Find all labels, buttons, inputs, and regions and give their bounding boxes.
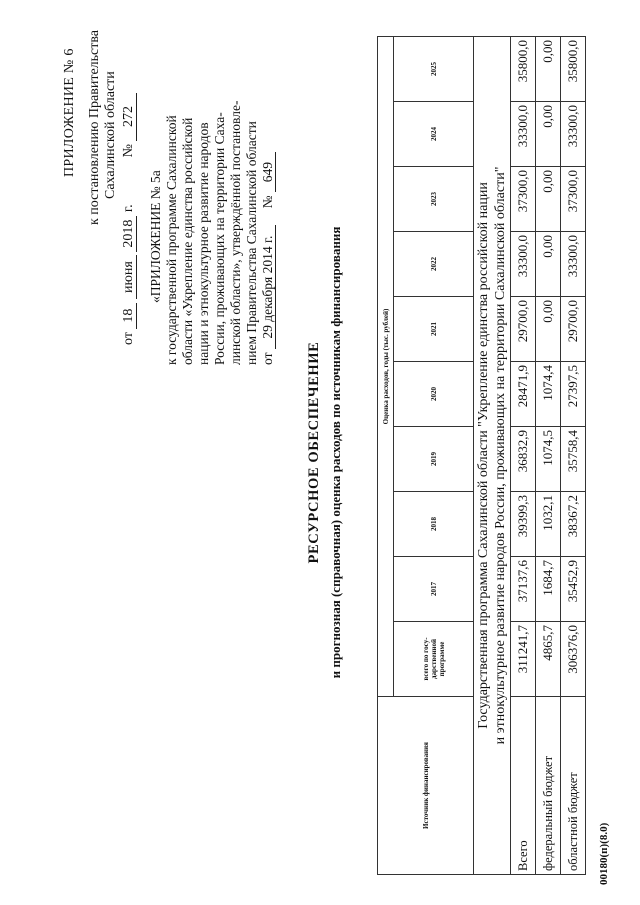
annex-5a-block — [148, 25, 276, 365]
header-year: 2024 — [394, 102, 474, 167]
header-source: Источник финансирования — [378, 697, 474, 875]
row-label: областной бюджет — [561, 697, 586, 875]
header-year: 2023 — [394, 167, 474, 232]
annex-subtitle: к постановлению Правительства — [87, 29, 102, 225]
table-cell: 35800,0 — [511, 36, 536, 101]
table-row — [536, 36, 561, 874]
table-cell: 37300,0 — [511, 167, 536, 232]
header-estimate: Оценка расходов, годы (тыс. рублей) — [378, 36, 394, 696]
resource-table — [377, 36, 586, 875]
program-title-line: и этнокультурное развитие народов России, проживающих на территории Сахалинской области" — [493, 166, 508, 745]
annex-title: ПРИЛОЖЕНИЕ № 6 — [62, 48, 77, 177]
table-row — [511, 36, 536, 874]
table-row — [561, 36, 586, 874]
annex-5a-line: нием Правительства Сахалинской области — [244, 121, 259, 365]
table-cell: 306376,0 — [561, 622, 586, 697]
header-year: 2022 — [394, 232, 474, 297]
annex-date-line — [121, 93, 137, 345]
table-cell: 35758,4 — [561, 427, 586, 492]
annex-month: июня — [122, 255, 137, 299]
table-cell: 311241,7 — [511, 622, 536, 697]
from-word: от — [121, 332, 136, 345]
table-cell: 0,00 — [536, 36, 561, 101]
annex-day: 18 — [122, 303, 137, 329]
table-cell: 27397,5 — [561, 362, 586, 427]
row-label: федеральный бюджет — [536, 697, 561, 875]
number-sign: № — [260, 195, 275, 209]
annex-number: 272 — [122, 93, 137, 141]
table-cell: 0,00 — [536, 167, 561, 232]
row-label: Всего — [511, 697, 536, 875]
header-total: всего по госу-дарственной программе — [394, 622, 474, 697]
annex-5a-line: к государственной программе Сахалинской — [164, 115, 179, 365]
header-year: 2020 — [394, 362, 474, 427]
table-cell: 1684,7 — [536, 557, 561, 622]
table-cell: 4865,7 — [536, 622, 561, 697]
header-year: 2018 — [394, 492, 474, 557]
program-title-row — [474, 36, 511, 874]
table-cell: 36832,9 — [511, 427, 536, 492]
year-suffix: г. — [121, 204, 136, 213]
annex-5a-line: нации и этнокультурное развитие народов — [196, 122, 211, 365]
header-year: 2017 — [394, 557, 474, 622]
header-year: 2021 — [394, 297, 474, 362]
page-title: РЕСУРСНОЕ ОБЕСПЕЧЕНИЕ — [306, 341, 322, 564]
number-sign: № — [121, 144, 136, 158]
document-code: 00180(п)(8.0) — [598, 822, 610, 885]
annex-5a-date: 29 декабря 2014 г. — [261, 225, 276, 349]
table-cell: 35452,9 — [561, 557, 586, 622]
table-cell: 37300,0 — [561, 167, 586, 232]
header-year: 2025 — [394, 36, 474, 101]
table-cell: 33300,0 — [561, 232, 586, 297]
table-cell: 28471,9 — [511, 362, 536, 427]
annex-5a-line: области «Укрепление единства российской — [180, 117, 195, 365]
table-cell: 39399,3 — [511, 492, 536, 557]
from-word: от — [260, 352, 275, 365]
table-cell: 0,00 — [536, 102, 561, 167]
annex-5a-title: «ПРИЛОЖЕНИЕ № 5а — [148, 170, 163, 303]
table-cell: 29700,0 — [561, 297, 586, 362]
table-cell: 0,00 — [536, 297, 561, 362]
header-year: 2019 — [394, 427, 474, 492]
table-cell: 33300,0 — [511, 232, 536, 297]
table-cell: 38367,2 — [561, 492, 586, 557]
table-cell: 0,00 — [536, 232, 561, 297]
table-cell: 1074,5 — [536, 427, 561, 492]
annex-5a-line: линской области», утверждённой постановле- — [228, 100, 243, 365]
table-cell: 29700,0 — [511, 297, 536, 362]
annex-5a-line: России, проживающих на территории Саха- — [212, 112, 227, 365]
table-cell: 33300,0 — [561, 102, 586, 167]
table-cell: 1032,1 — [536, 492, 561, 557]
annex-year: 2018 — [122, 216, 137, 252]
program-title-line: Государственная программа Сахалинской области "Укрепление единства российской нации — [476, 182, 491, 729]
annex-5a-date-line — [260, 25, 276, 365]
table-cell: 35800,0 — [561, 36, 586, 101]
annex-5a-number: 649 — [261, 152, 276, 192]
table-cell: 1074,4 — [536, 362, 561, 427]
table-cell: 33300,0 — [511, 102, 536, 167]
annex-region: Сахалинской области — [103, 71, 118, 199]
table-cell: 37137,6 — [511, 557, 536, 622]
page-subtitle: и прогнозная (справочная) оценка расходов по источникам финансирования — [328, 226, 343, 679]
